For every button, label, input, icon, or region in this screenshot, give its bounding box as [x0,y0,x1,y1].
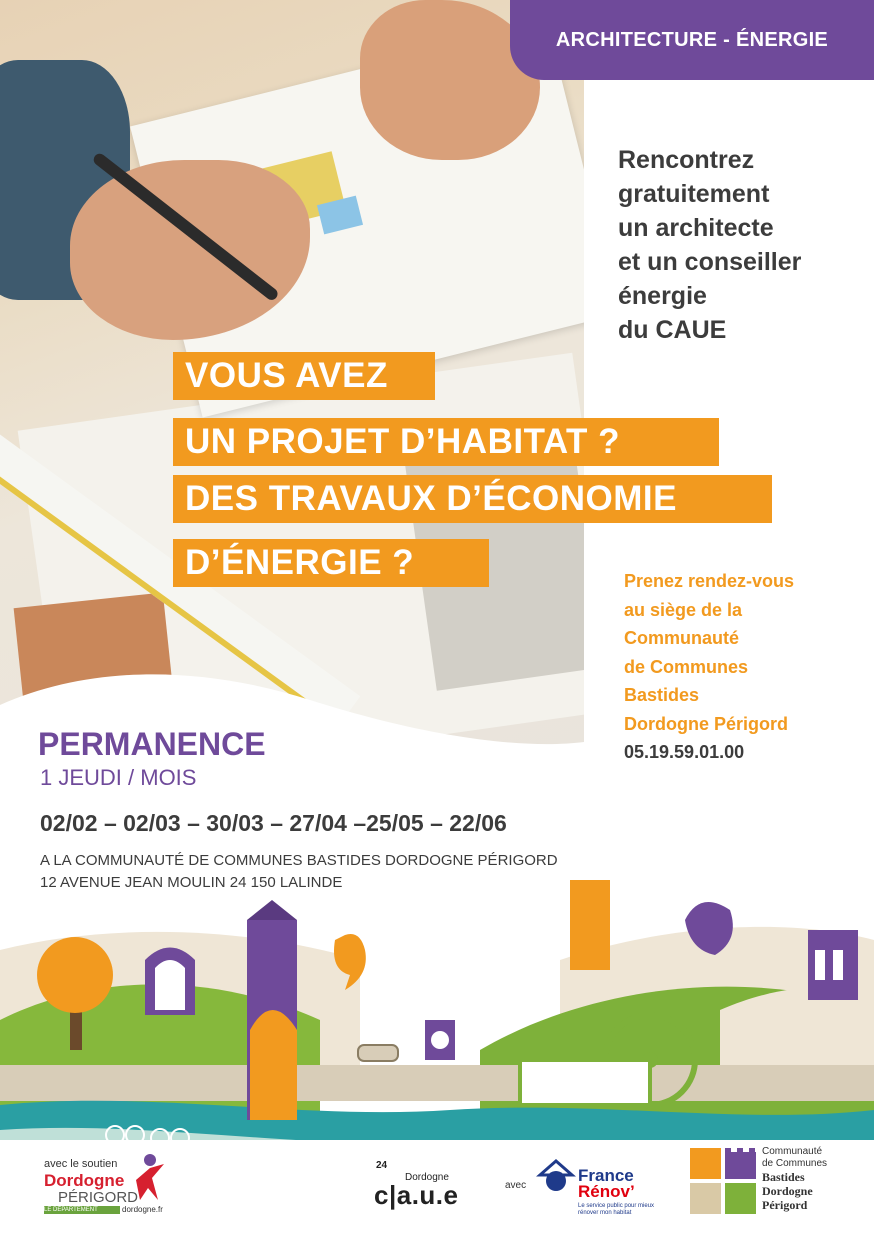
headline-line: DES TRAVAUX D’ÉCONOMIE [173,475,772,523]
avec-label: avec [505,1180,527,1191]
intro-line: un architecte [618,214,774,242]
phone-number: 05.19.59.01.00 [624,742,745,762]
rdv-line: Prenez rendez-vous [624,571,795,591]
france-renov-tagline: Le service public pour mieux rénover mon habitat [578,1203,655,1216]
unesco-sign [425,1020,455,1060]
appointment-info [624,567,874,767]
france-renov-line2: Rénov’ [578,1182,635,1201]
rdv-line: de Communes [624,656,749,677]
church-window [145,948,195,1016]
rdv-line: Communauté [624,628,740,648]
building-facade [520,1060,650,1105]
headline-line: VOUS AVEZ [173,352,435,400]
intro-line: gratuitement [618,180,770,208]
address-line: A LA COMMUNAUTÉ DE COMMUNES BASTIDES DORDOGNE PÉRIGORD [40,852,558,869]
intro-line: énergie [618,282,707,310]
castle-ruin [808,930,858,1000]
intro-line: Rencontrez [618,146,755,174]
category-label: ARCHITECTURE - ÉNERGIE [555,28,829,51]
cc-line: Dordogne [762,1184,813,1198]
caue-department: Dordogne [405,1172,449,1183]
lighthouse-tower [566,880,614,970]
rdv-line: Bastides [624,685,700,705]
caue-number: 24 [376,1160,388,1171]
cc-line: Communauté [762,1146,823,1157]
cc-line: Bastides [762,1170,805,1184]
cc-line: de Communes [762,1158,828,1169]
road [0,1065,874,1101]
rdv-line: au siège de la [624,599,743,620]
headline-line: UN PROJET D’HABITAT ? [173,418,719,466]
permanence-frequency: 1 JEUDI / MOIS [40,765,197,790]
departement-url: dordogne.fr [122,1205,163,1214]
rdv-line: Dordogne Périgord [624,713,789,734]
address-line: 12 AVENUE JEAN MOULIN 24 150 LALINDE [40,874,343,891]
permanence-title: PERMANENCE [38,726,266,762]
departement-bar: LE DÉPARTEMENT [44,1206,120,1214]
perigord-logo-text: PÉRIGORD [58,1189,139,1206]
headline-line: D’ÉNERGIE ? [173,539,489,587]
intro-text [618,143,868,347]
cc-logo-icon [690,1148,756,1214]
car [358,1045,398,1061]
cc-line: Périgord [762,1198,808,1212]
tower [247,900,297,1120]
france-renov-house-icon [536,1155,576,1195]
caue-logo-text: c|a.u.e [374,1180,459,1210]
category-banner [510,0,874,80]
france-renov-line1: France [578,1166,634,1185]
dordogne-logo-text: Dordogne [44,1171,125,1190]
permanence-dates: 02/02 – 02/03 – 30/03 – 27/04 –25/05 – 22/06 [40,810,507,836]
intro-line: du CAUE [618,316,727,344]
intro-line: et un conseiller [618,248,802,276]
support-label: avec le soutien [44,1158,118,1170]
dordogne-figure-icon [128,1150,168,1205]
